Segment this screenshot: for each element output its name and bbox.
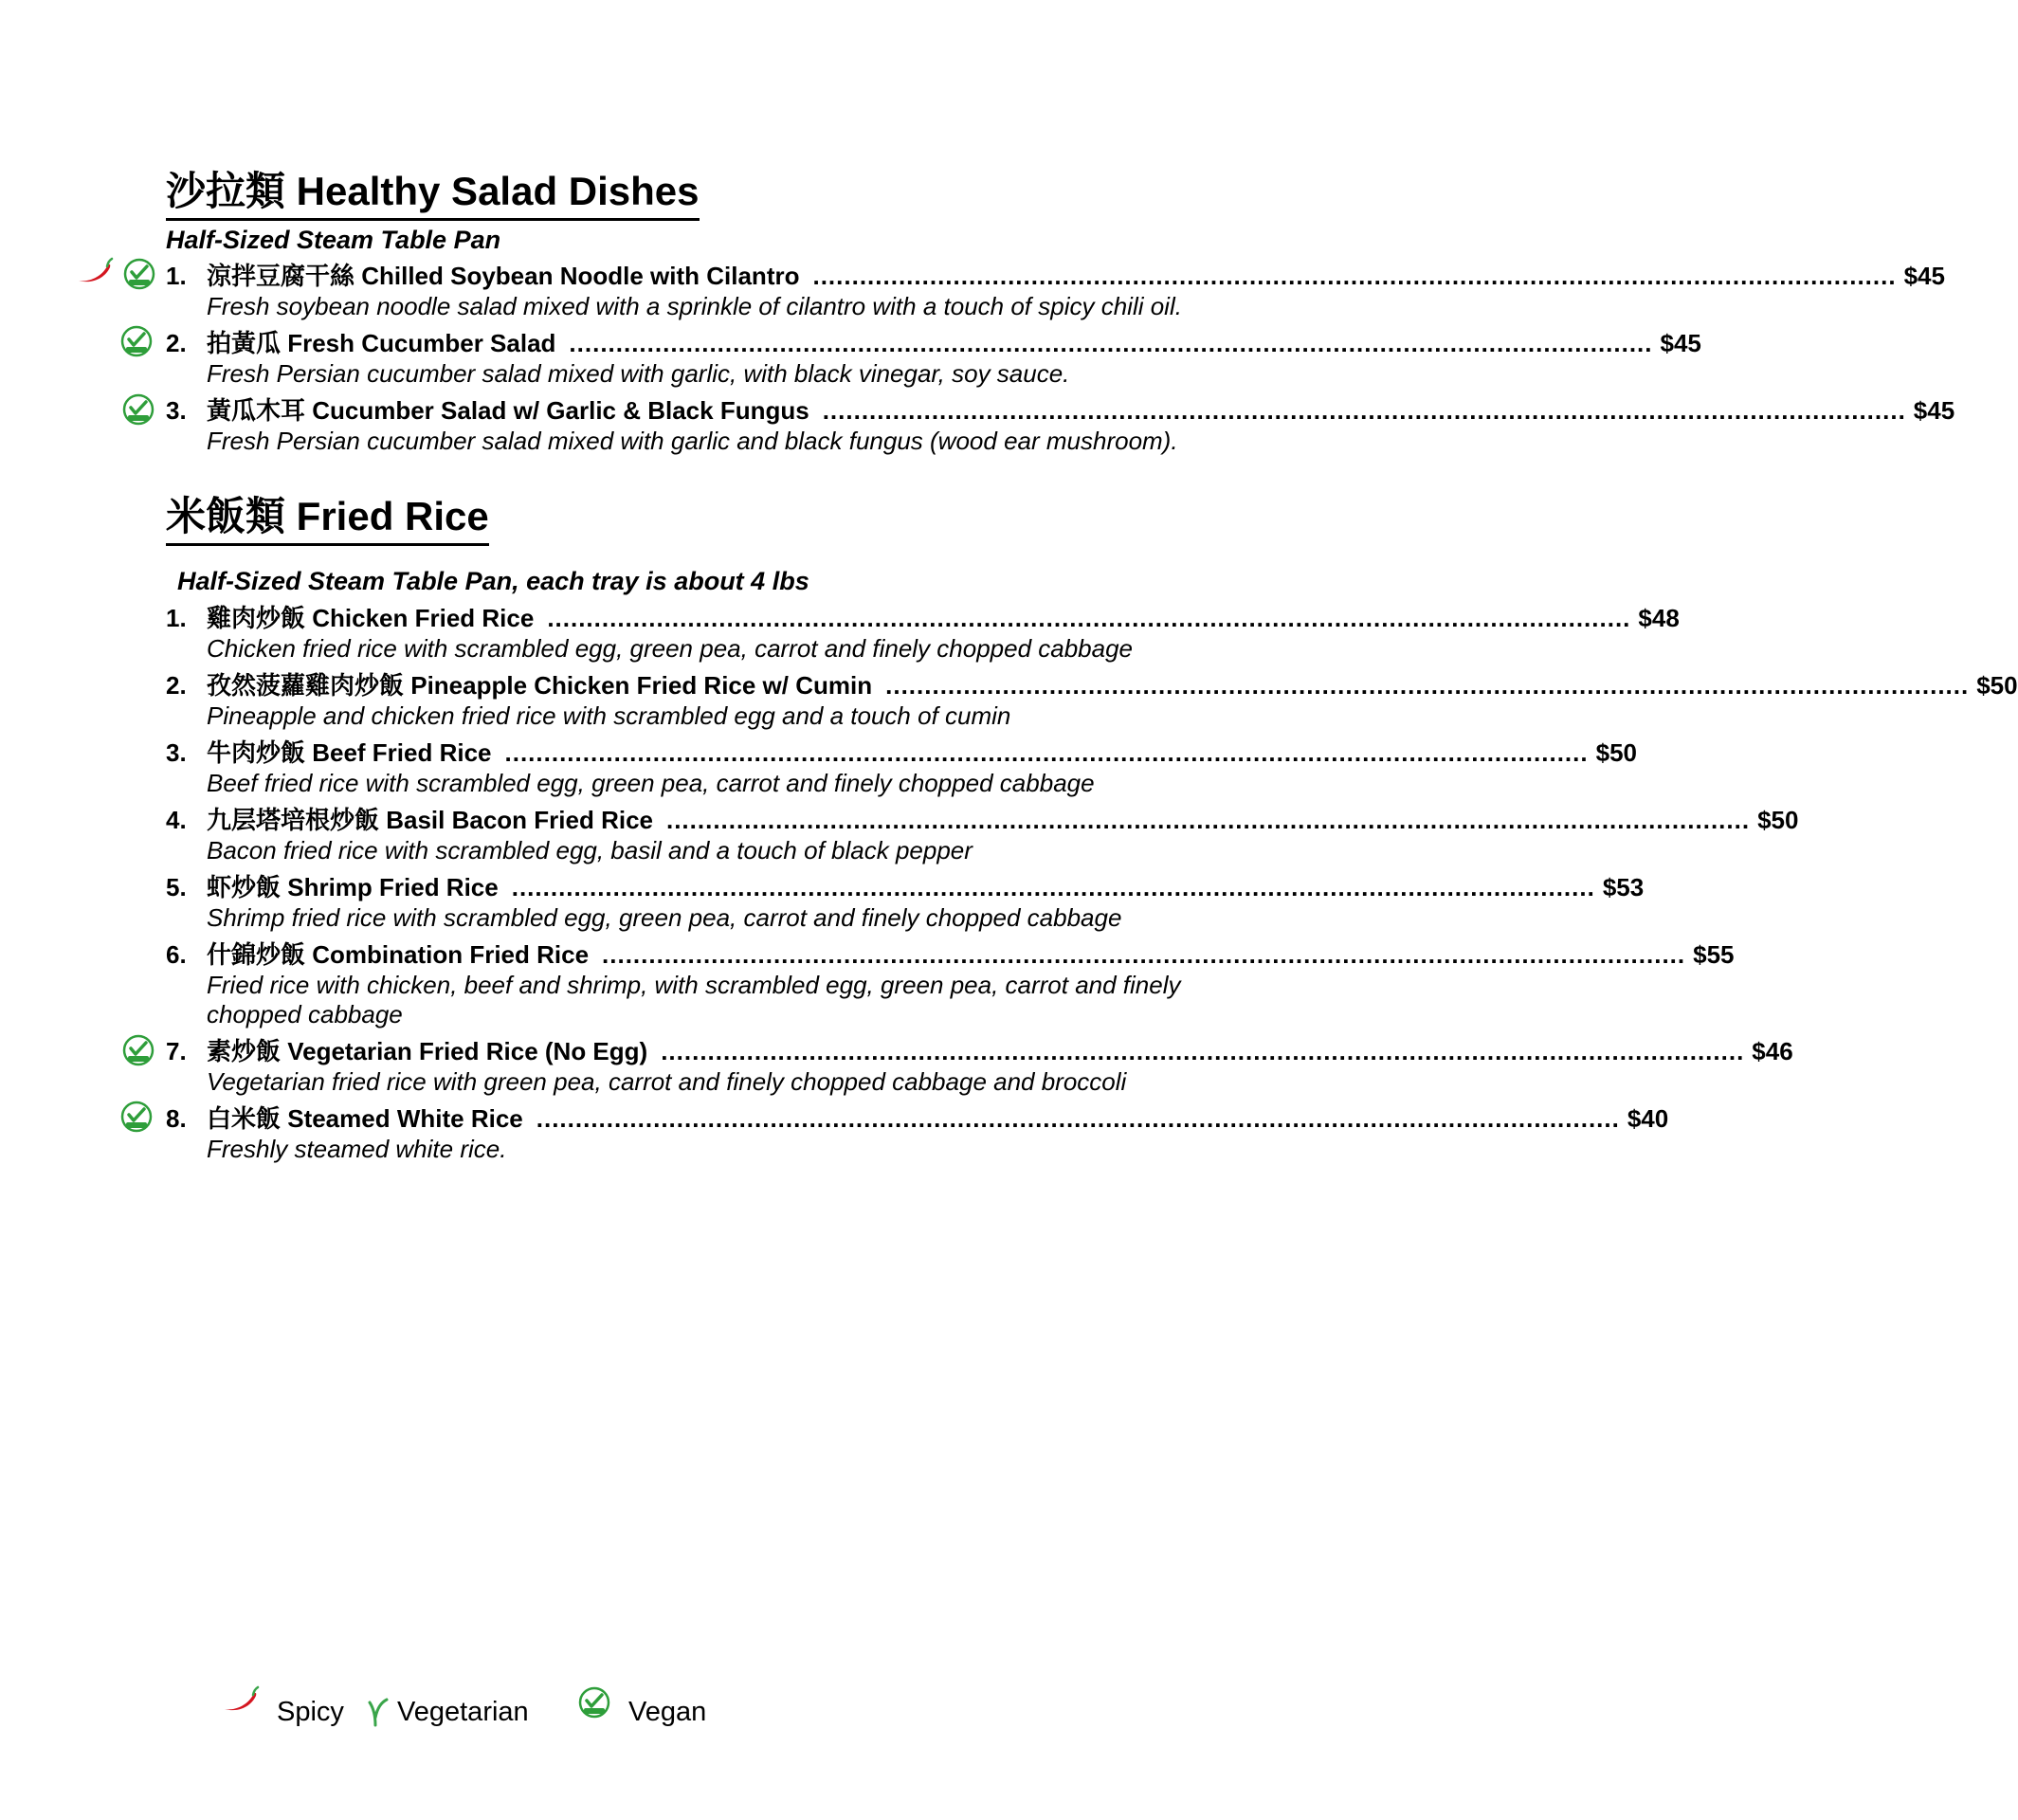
menu-item bbox=[166, 938, 1735, 1029]
item-number: 6. bbox=[166, 940, 187, 969]
item-price: $45 bbox=[1660, 329, 1701, 357]
menu-item bbox=[166, 327, 1701, 389]
item-description: Fried rice with chicken, beef and shrimp, with scrambled egg, green pea, carrot and finely chopped cabbage bbox=[207, 971, 1181, 1028]
item-name: 素炒飯 Vegetarian Fried Rice (No Egg) bbox=[207, 1037, 648, 1065]
item-number: 1. bbox=[166, 262, 187, 290]
sprout-icon bbox=[368, 1697, 389, 1727]
item-description: Pineapple and chicken fried rice with scrambled egg and a touch of cumin bbox=[207, 701, 1011, 730]
legend-spicy-label: Spicy bbox=[277, 1697, 344, 1727]
leader-dots: ........................................................................................................................................... bbox=[511, 873, 1595, 901]
item-price: $50 bbox=[1595, 738, 1637, 767]
item-name: 黃瓜木耳 Cucumber Salad w/ Garlic & Black Fungus bbox=[207, 396, 809, 425]
item-description: Bacon fried rice with scrambled egg, basil and a touch of black pepper bbox=[207, 836, 973, 864]
item-number: 1. bbox=[166, 604, 187, 632]
item-price: $45 bbox=[1913, 396, 1955, 425]
item-name: 什錦炒飯 Combination Fried Rice bbox=[207, 940, 590, 969]
item-description: Freshly steamed white rice. bbox=[207, 1135, 507, 1163]
item-price: $48 bbox=[1638, 604, 1680, 632]
chili-pepper-icon bbox=[76, 256, 114, 284]
item-number: 2. bbox=[166, 329, 187, 357]
item-price: $46 bbox=[1752, 1037, 1793, 1065]
leader-dots: ........................................................................................................................................... bbox=[602, 940, 1686, 969]
item-price: $45 bbox=[1903, 262, 1945, 290]
item-name: 涼拌豆腐干絲 Chilled Soybean Noodle with Cilantro bbox=[207, 262, 800, 290]
item-description: Fresh Persian cucumber salad mixed with garlic and black fungus (wood ear mushroom). bbox=[207, 427, 1178, 455]
vegan-badge-icon bbox=[578, 1686, 610, 1719]
item-name: 九层塔培根炒飯 Basil Bacon Fried Rice bbox=[207, 806, 653, 834]
item-name: 虾炒飯 Shrimp Fried Rice bbox=[207, 873, 499, 901]
menu-item bbox=[166, 1035, 1793, 1097]
leader-dots: ........................................................................................................................................... bbox=[812, 262, 1897, 290]
item-number: 5. bbox=[166, 873, 187, 901]
item-number: 8. bbox=[166, 1104, 187, 1133]
item-number: 7. bbox=[166, 1037, 187, 1065]
item-name: 白米飯 Steamed White Rice bbox=[207, 1104, 523, 1133]
leader-dots: ........................................................................................................................................... bbox=[665, 806, 1751, 834]
rice-subtitle: Half-Sized Steam Table Pan, each tray is about 4 lbs bbox=[177, 567, 809, 595]
menu-item bbox=[166, 737, 1637, 798]
menu-item bbox=[166, 1102, 1669, 1164]
vegan-badge-icon bbox=[123, 258, 155, 290]
item-number: 2. bbox=[166, 671, 187, 700]
item-number: 3. bbox=[166, 738, 187, 767]
item-description: Chicken fried rice with scrambled egg, green pea, carrot and finely chopped cabbage bbox=[207, 634, 1134, 663]
menu-item bbox=[166, 669, 2018, 731]
menu-item bbox=[166, 871, 1645, 933]
legend-vegetarian-label: Vegetarian bbox=[397, 1697, 529, 1727]
leader-dots: ........................................................................................................................................... bbox=[536, 1104, 1620, 1133]
rice-section-title: 米飯類 Fried Rice bbox=[166, 494, 489, 546]
item-name: 牛肉炒飯 Beef Fried Rice bbox=[207, 738, 492, 767]
item-description: Vegetarian fried rice with green pea, carrot and finely chopped cabbage and broccoli bbox=[207, 1067, 1127, 1096]
item-description: Fresh Persian cucumber salad mixed with garlic, with black vinegar, soy sauce. bbox=[207, 359, 1070, 388]
vegan-badge-icon bbox=[122, 393, 155, 426]
item-price: $55 bbox=[1693, 940, 1735, 969]
item-description: Fresh soybean noodle salad mixed with a sprinkle of cilantro with a touch of spicy chili oil. bbox=[207, 292, 1182, 320]
item-price: $53 bbox=[1602, 873, 1645, 901]
leader-dots: ........................................................................................................................................... bbox=[504, 738, 1589, 767]
item-description: Beef fried rice with scrambled egg, green pea, carrot and finely chopped cabbage bbox=[207, 769, 1095, 797]
vegan-badge-icon bbox=[120, 325, 153, 357]
leader-dots: ........................................................................................................................................... bbox=[661, 1037, 1745, 1065]
item-number: 4. bbox=[166, 806, 187, 834]
menu-item bbox=[166, 260, 1945, 321]
item-name: 孜然菠蘿雞肉炒飯 Pineapple Chicken Fried Rice w/ Cumin bbox=[207, 671, 873, 700]
item-price: $50 bbox=[1976, 671, 2018, 700]
item-price: $50 bbox=[1757, 806, 1799, 834]
item-number: 3. bbox=[166, 396, 187, 425]
salad-section-title: 沙拉類 Healthy Salad Dishes bbox=[166, 169, 700, 221]
menu-item bbox=[166, 602, 1680, 664]
item-name: 雞肉炒飯 Chicken Fried Rice bbox=[207, 604, 535, 632]
leader-dots: ........................................................................................................................................... bbox=[569, 329, 1653, 357]
legend-vegan-label: Vegan bbox=[628, 1697, 707, 1727]
salad-subtitle: Half-Sized Steam Table Pan bbox=[166, 226, 501, 254]
leader-dots: ........................................................................................................................................... bbox=[885, 671, 1970, 700]
leader-dots: ........................................................................................................................................... bbox=[547, 604, 1631, 632]
leader-dots: ........................................................................................................................................... bbox=[822, 396, 1906, 425]
vegan-badge-icon bbox=[122, 1034, 155, 1066]
item-price: $40 bbox=[1627, 1104, 1669, 1133]
chili-pepper-icon bbox=[222, 1684, 260, 1713]
menu-item bbox=[166, 394, 1955, 456]
menu-item bbox=[166, 804, 1799, 865]
vegan-badge-icon bbox=[120, 1101, 153, 1133]
item-description: Shrimp fried rice with scrambled egg, green pea, carrot and finely chopped cabbage bbox=[207, 903, 1122, 932]
item-name: 拍黃瓜 Fresh Cucumber Salad bbox=[207, 329, 556, 357]
